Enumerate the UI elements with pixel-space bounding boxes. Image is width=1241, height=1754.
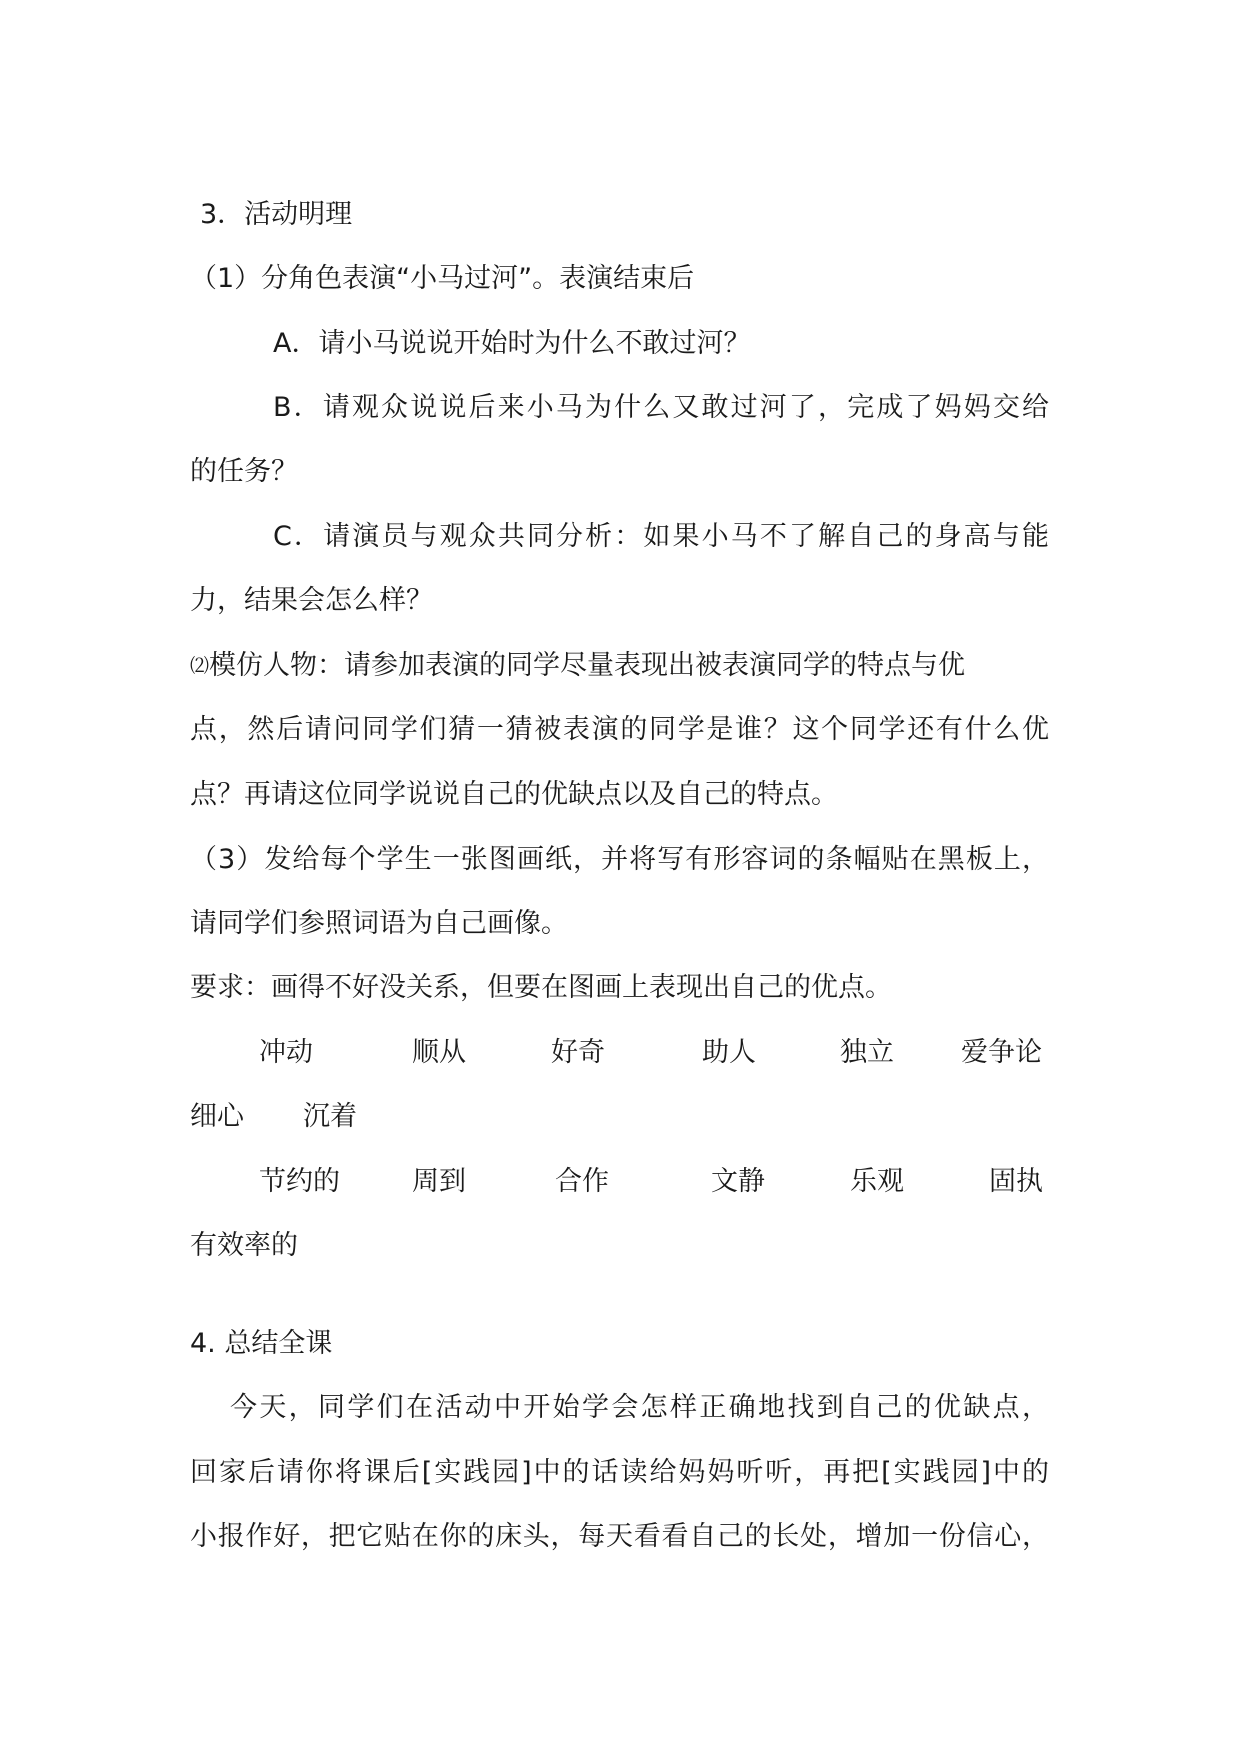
item-1-intro: （1）分角色表演“小马过河”。表演结束后 (190, 263, 695, 294)
requirement-text: 要求：画得不好没关系，但要在图画上表现出自己的优点。 (190, 972, 892, 1003)
adjective-word: 有效率的 (190, 1230, 298, 1261)
item-1-question-c-line-2: 力，结果会怎么样？ (190, 585, 433, 616)
adjective-word: 沉着 (303, 1101, 357, 1132)
adjective-word: 文静 (711, 1166, 765, 1197)
item-1-question-c-line-1: C．请演员与观众共同分析：如果小马不了解自己的身高与能 (273, 521, 1049, 552)
section-4-heading: 4. 总结全课 (190, 1328, 333, 1359)
item-1-question-b-line-2: 的任务？ (190, 456, 298, 487)
adjective-word: 节约的 (259, 1166, 340, 1197)
item-2-line-3: 点？再请这位同学说说自己的优缺点以及自己的特点。 (190, 779, 838, 810)
summary-line-1: 今天，同学们在活动中开始学会怎样正确地找到自己的优缺点， (230, 1392, 1049, 1423)
item-2-line-2: 点，然后请问同学们猜一猜被表演的同学是谁？这个同学还有什么优 (190, 714, 1049, 745)
summary-line-3: 小报作好，把它贴在你的床头，每天看看自己的长处，增加一份信心， (190, 1521, 1049, 1552)
adjective-word: 独立 (840, 1037, 894, 1068)
summary-line-2: 回家后请你将课后[实践园]中的话读给妈妈听听，再把[实践园]中的 (190, 1457, 1049, 1488)
item-1-question-b-line-1: B．请观众说说后来小马为什么又敢过河了，完成了妈妈交给 (273, 392, 1049, 423)
item-3-line-2: 请同学们参照词语为自己画像。 (190, 908, 568, 939)
section-3-heading: 3．活动明理 (200, 199, 353, 230)
adjective-word: 爱争论 (961, 1037, 1042, 1068)
item-2-marker: ⑵ (190, 655, 210, 677)
item-2-line-1-text: 模仿人物：请参加表演的同学尽量表现出被表演同学的特点与优 (209, 650, 966, 681)
item-1-question-a: A．请小马说说开始时为什么不敢过河？ (273, 328, 751, 359)
adjective-word: 顺从 (412, 1037, 466, 1068)
adjective-word: 好奇 (551, 1037, 605, 1068)
item-2-line-1 (190, 648, 1060, 684)
adjective-word: 乐观 (850, 1166, 904, 1197)
adjective-word: 冲动 (259, 1037, 313, 1068)
adjective-word: 细心 (190, 1101, 244, 1132)
adjective-word: 合作 (555, 1166, 609, 1197)
adjective-word: 周到 (412, 1166, 466, 1197)
adjective-word: 助人 (702, 1037, 756, 1068)
item-3-line-1: （3）发给每个学生一张图画纸，并将写有形容词的条幅贴在黑板上， (190, 844, 1049, 875)
adjective-word: 固执 (989, 1166, 1043, 1197)
